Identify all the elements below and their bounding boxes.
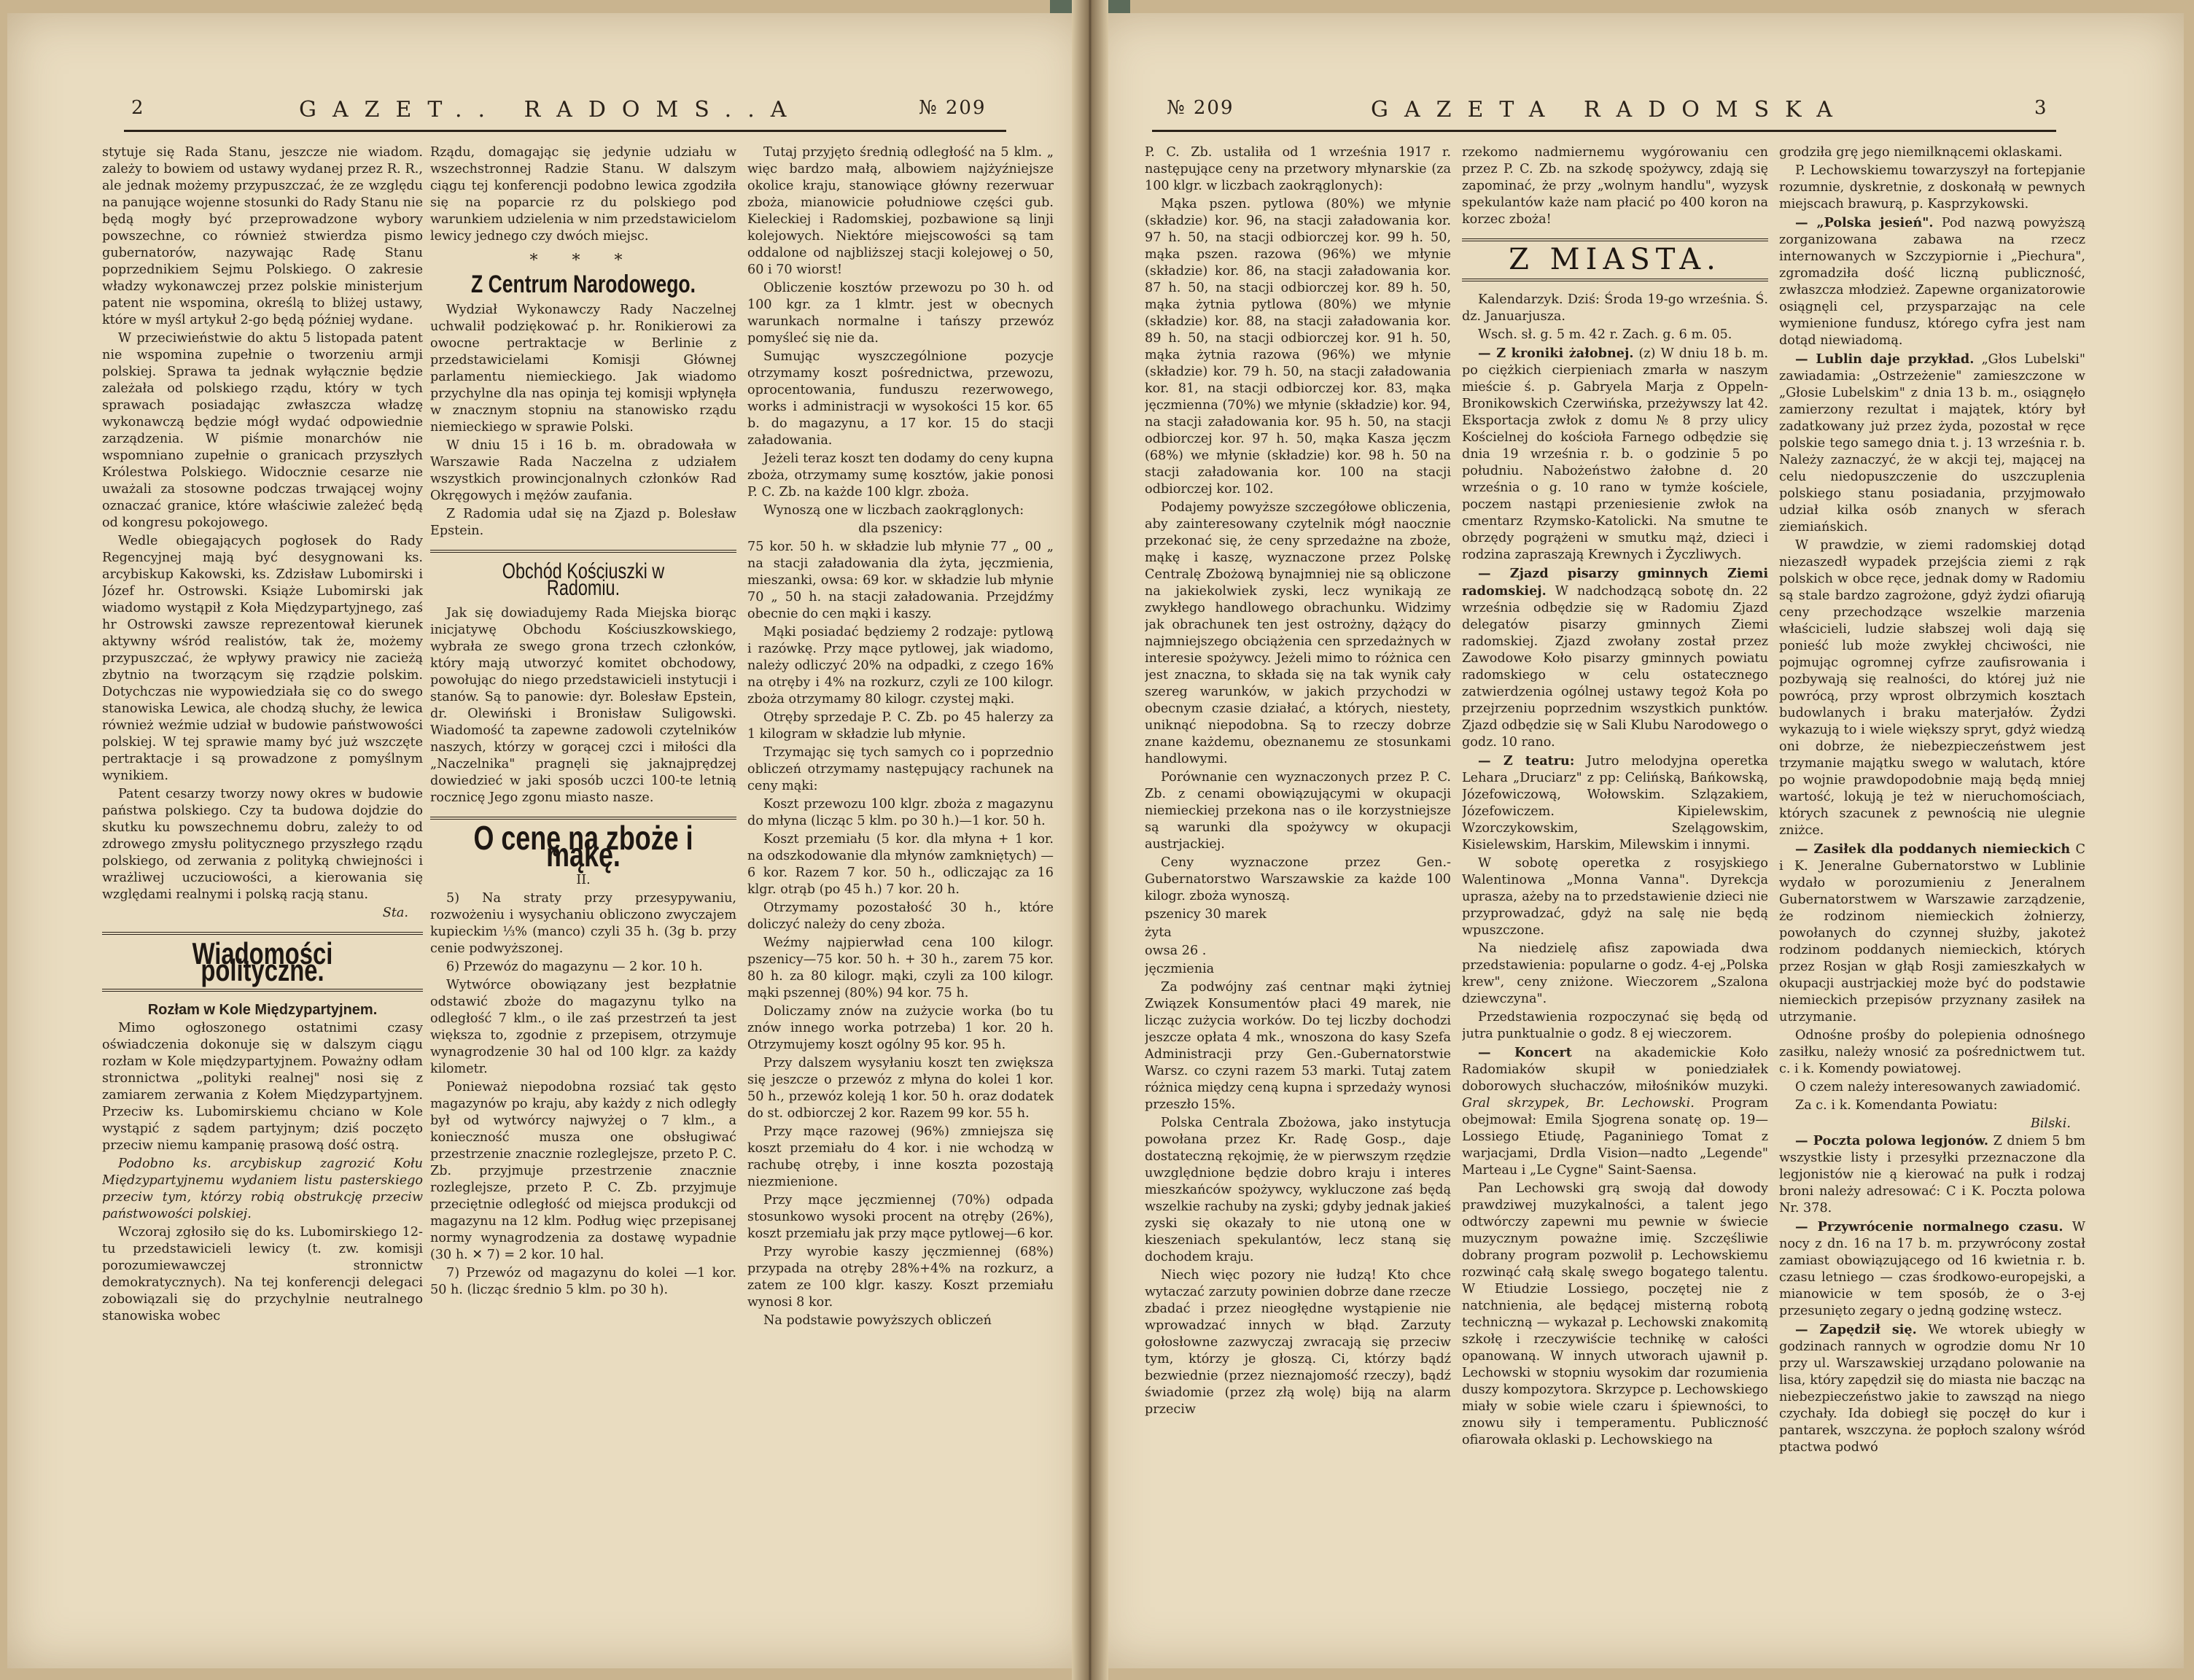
article-title: O cenę na zboże i mąkę. bbox=[473, 819, 693, 874]
paragraph: Pan Lechowski grą swoją dał dowody prawdziwej muzykalności, a talent jego odtwórczy zapewni mu pewnie w świecie muzycznym poważne imię. Szczęśliwie dobrany program pozwolił p. Lechowskiemu rozwinąć całą skalę swego bogatego talentu. W Etiudzie Lossiego, poczętej nie z natchnienia, ale będącej misterną robotą techniczną — wykazał p. Lechowski znakomitą szkołę i rzeczywiście technikę w całości opanowaną. W innych utworach ujawnił p. Lechowski w stopniu wysokim dar rozumienia duszy kompozytora. Skrzypce p. Lechowskiego miały w sobie wiele czaru i śpiewności, to znowu siły i temperamentu. Publiczność ofiarowała oklaski p. Lechowskiego na bbox=[1462, 1181, 1768, 1447]
paragraph: Na podstawie powyższych obliczeń bbox=[763, 1313, 992, 1328]
paragraph: W nadchodzącą sobotę dn. 22 września odbędzie się w Radomiu Zjazd delegatów pisarzy gminnych Ziemi radomskiej. Zjazd zwołany został przez Zawodowe Koło pisarzy gminnych powiatu radomskiego w celu ostatecznego zatwierdzenia ogólnej ustawy tegoż Koła po przejrzeniu poprzednim wszystkich punktów. Zjazd odbędzie się w Sali Klubu Narodowego o godz. 10 rano. bbox=[1462, 584, 1768, 750]
paragraph: Na niedzielę afisz zapowiada dwa przedstawienia: popularne o godz. 4-ej „Polska krew", ceny zniżone. Wieczorem „Szalona dziewczyna". bbox=[1462, 941, 1768, 1006]
paragraph: Trzymając się tych samych co i poprzednio obliczeń otrzymamy następujący rachunek na ceny mąki: bbox=[747, 745, 1054, 793]
header-rule bbox=[1152, 130, 2056, 132]
paragraph: Polska Centrala Zbożowa, jako instytucja powołana przez Kr. Radę Gosp., daje dostateczną rękojmię, że w pierwszym rzędzie uwzględnione będzie dobro kraju i interes mieszkańców spożywcy, wykluczone zaś będą wszelkie rachuby na zyski; gdyby jednak jakieś zyski się okazały to nie utoną one w kieszeniach spekulantów, lecz staną się dochodem kraju. bbox=[1145, 1116, 1451, 1264]
paragraph: Niech więc pozory nie łudzą! Kto chce wytaczać zarzuty powinien dobrze dane rzecze zbadać i przez nieogłędne wystąpienie nie wprowadzać innych w błąd. Zarzuty gołosłowne zazwyczaj zwracają się przeciw tym, którzy je głoszą. Ci, którzy bądź bezwiednie (przez nieznajomość rzeczy), bądź świadomie (przez złą wolę) biją na alarm przeciw bbox=[1145, 1268, 1451, 1417]
divider bbox=[1462, 238, 1768, 241]
divider bbox=[1462, 279, 1768, 281]
paragraph: Mimo ogłoszonego ostatnimi czasy oświadczenia dokonuje się w dalszym ciągu rozłam w Kole międzypartyjnem. Poważny odłam stronnictwa „polityki realnej" nosi się z zamiarem zerwania z Kołem Międzypartyjnem. Przeciw ks. Lubomirskiemu chciano w Kole wystąpić z sądem partyjnym; dziś poczęto przeciw niemu kampanię prasową dość ostrą. bbox=[102, 1021, 423, 1153]
paragraph: Za podwójny zaś centnar mąki żytniej Związek Konsumentów płaci 49 marek, nie licząc zużycia worków. Do tej liczby dochodzi jeszcze opłata 4 mk., wnoszona do kasy Szefa Administracji przy Gen.-Gubernatorstwie Warsz. co czyni razem 53 marki. Tutaj zatem różnica między ceną kupna i sprzedaży wynosi przeszło 15%. bbox=[1145, 980, 1451, 1112]
news-heading: — Poczta polowa legjonów. bbox=[1795, 1133, 1988, 1148]
italic-text: Gral skrzypek, Br. Lechowski. bbox=[1462, 1096, 1695, 1111]
paragraph: C i K. Jeneralne Gubernatorstwo w Lublinie wydało w porozumieniu z Jeneralnem Gubernatorstwem w Warszawie zarządzenie, że rodzinom niemieckich żołnierzy, powołanych do czynnej służby, jakoteż rodzinom poddanych niemieckich, których przez Rosjan w głąb Rosji zamieszkałych w okupacji austrjackiej może być do podstawie niemieckich przepisów przyznany zasiłek na utrzymanie. bbox=[1779, 842, 2085, 1024]
paragraph: Koszt przewozu 100 klgr. zboża z magazynu do młyna (licząc 5 klm. po 30 h.)—1 kor. 50 h. bbox=[747, 797, 1054, 828]
paragraph: Ponieważ niepodobna rozsiać tak gęsto magazynów po kraju, aby każdy z nich odległy był od wytwórcy najwyżej o 7 klm., a konieczność musza one obsługiwać przestrzenie znacznie rozleglejsze, przeto P. C. Zb. przyjmuje przestrzenie znacznie rozleglejsze, przeto P. C. Zb. przyjmuje przeciętnie odległość od miejsca produkcji od magazynu na 12 klm. Podług więc przepisanej normy wynagrodzenia za dostawę wypadnie (30 h. ✕ 7) = 2 kor. 10 hal. bbox=[430, 1080, 736, 1262]
paragraph: Wczoraj zgłosiło się do ks. Lubomirskiego 12-tu przedstawicieli lewicy (t. zw. komisji porozumiewawczej stronnictw demokratycznych). Na tej konferencji delegaci zobowiązali się do przychylnie neutralnego stanowiska wobec bbox=[102, 1225, 423, 1323]
paragraph: Doliczamy znów na zużycie worka (bo tu znów innego worka potrzeba) 1 kor. 20 h. Otrzymujemy koszt ogólny 95 kor. 95 h. bbox=[747, 1004, 1054, 1052]
header-rule bbox=[124, 130, 1006, 132]
news-heading: — Zjazd pisarzy gminnych Ziemi radomskiej. bbox=[1462, 566, 1768, 599]
paragraph: Przy mące razowej (96%) zmniejsza się koszt przemiału do 4 kor. i nie wchodzą w rachubę otręby, i inne koszta pozostają niezmienione. bbox=[747, 1124, 1054, 1189]
signature: Sta. bbox=[382, 906, 408, 920]
paragraph: Jak się dowiadujemy Rada Miejska biorąc inicjatywę Obchodu Kościuszkowskiego, wybrała ze swego grona trzech członków, który mają utworzyć komitet obchodowy, powołując do niego przedstawicieli instytucji i stanów. Są to panowie: dyr. Bolesław Epstein, dr. Olewiński i Bronisław Suligowski. Wiadomość ta zapewne zadowoli czytelników naszych, którzy w gorącej czci i miłości dla „Naczelnika" pragnęli się jaknajprędzej dowiedzieć w jaki sposób uczci 100-te letnią rocznicę Jego zgonu miasto nasze. bbox=[430, 606, 736, 805]
paragraph: Jeżeli teraz koszt ten dodamy do ceny kupna zboża, otrzymamy sumę kosztów, jakie ponosi P. C. Zb. na każde 100 klgr. zboża. bbox=[747, 451, 1054, 499]
paragraph: stytuje się Rada Stanu, jeszcze nie wiadom. zależy to bowiem od ustawy wydanej przez R. R., ale jednak możemy przypuszczać, że ze względu na panujące wojenne stosunki do Rady Stanu nie będą mogły być przeprowadzone wybory powszechne, co również stwierdza pismo gubernatorów, nazywając Radę Stanu poprzednikiem Sejmu Polskiego. O zakresie władzy wykonawczej przez polskie ministerjum patent nie wspomina, określą to bliżej ustawy, które w myśl artykuł 2-go będą później wydane. bbox=[102, 145, 423, 327]
paragraph: Obliczenie kosztów przewozu po 30 h. od 100 kgr. za 1 klmtr. jest w obecnych warunkach normalne i tańszy przewóz pomyśleć się nie da. bbox=[747, 281, 1054, 346]
issue-number: № 209 bbox=[1167, 97, 1234, 119]
paragraph: Za c. i k. Komendanta Powiatu: bbox=[1795, 1098, 1998, 1113]
paragraph: Rządu, domagając się jedynie udziału w wszechstronnej Radzie Stanu. W dalszym ciągu tej konferencji podobno lewica zgodziła się na poparcie rz du polskiego pod warunkiem udzielenia w nim przedstawicielom lewicy jednego czy dwóch miejsc. bbox=[430, 145, 736, 244]
news-heading: — Z kroniki żałobnej. bbox=[1478, 346, 1634, 361]
page-number: 3 bbox=[2034, 97, 2048, 119]
paragraph: Patent cesarzy tworzy nowy okres w budowie państwa polskiego. Czy ta budowa dojdzie do skutku ku powszechnemu dobru, zależy to od zdrowego zmysłu politycznego przyszłego rządu polskiego, od zerwania z polityką chwiejności i wrażliwej uczuciowości, a kierowania się względami realnymi i polską racją stanu. bbox=[102, 787, 423, 902]
right-column-2 bbox=[1462, 144, 1768, 1646]
issue-number: № 209 bbox=[919, 97, 987, 119]
divider bbox=[102, 932, 423, 935]
news-heading: — „Polska jesień". bbox=[1795, 215, 1934, 230]
news-heading: — Zasiłek dla poddanych niemieckich bbox=[1795, 841, 2071, 857]
signature: Bilski. bbox=[2030, 1116, 2071, 1131]
paragraph: Wedle obiegających pogłosek do Rady Regencyjnej mają być desygnowani ks. arcybiskup Kakowski, ks. Zdzisław Lubomirski i Józef hr. Ostrowski. Książe Lubomirski jak wiadomo wystąpił z Koła Międzypartyjnego, zaś hr Ostrowski zawsze reprezentował kierunek aktywny wśród realistów, tak że, możemy przypuszczać, że wpływy prawicy nie zacieżą zbytnio na tworzącym się rządzie polskim. Dotychczas nie wypowiedziała się co do swego stanowiska Lewica, ale chodzą słuchy, że lewica również weźmie udział w budowie państwowości polskiej. W tej sprawie mamy być już wszczęte pertraktacje i są prowadzone z pomyślnym wynikiem. bbox=[102, 534, 423, 783]
left-column-2 bbox=[430, 144, 736, 1646]
masthead: GAZETA RADOMSKA bbox=[1371, 97, 1848, 122]
paragraph: (z) W dniu 18 b. m. po ciężkich cierpieniach zmarła w naszym mieście ś. p. Gabryela Marja z Oppeln-Bronikowskich Czerwińska, przeżywszy lat 42. Eksportacja zwłok z domu № 8 przy ulicy Kościelnej do kościoła Farnego odbędzie się dnia 19 września r. b. o godzinie 5 po południu. Nabożeństwo żałobne d. 20 września o g. 10 rano w tymże kościele, poczem nastąpi przeniesienie zwłok na cmentarz Rzymsko-Katolicki. Na smutne te obrzędy pogrążeni w smutku mąż, dzieci i rodzina zapraszają Krewnych i Życzliwych. bbox=[1462, 346, 1768, 562]
paragraph: Z dniem 5 bm wszystkie listy i przesyłki przeznaczone dla legjonistów nie ą kierować na pułk i rodzaj broni należy adresować: C i K. Poczta polowa Nr. 378. bbox=[1779, 1134, 2085, 1216]
right-column-3 bbox=[1779, 144, 2085, 1646]
paragraph: 6) Przewóz do magazynu — 2 kor. 10 h. bbox=[446, 960, 703, 974]
paragraph: Przy mące jęczmiennej (70%) odpada stosunkowo wysoki procent na otręby (26%), koszt przemiału jak przy mące pytlowej—6 kor. bbox=[747, 1193, 1054, 1241]
paragraph: Wytwórce obowiązany jest bezpłatnie odstawić zboże do magazynu tylko na odległość 7 klm., o ile zaś przestrzeń ta jest większa to, zgodnie z przepisem, otrzymuje wynagrodzenie 30 hal od 100 klgr. za każdy kilometr. bbox=[430, 978, 736, 1076]
section-heading: Z MIASTA. bbox=[1509, 243, 1722, 276]
paragraph: W sobotę operetka z rosyjskiego Walentinowa „Monna Vanna". Dyrekcja uprasza, ażeby na to przedstawienie dzieci nie przyprowadzać, gdyż na salę nie będą wpuszczone. bbox=[1462, 856, 1768, 938]
paragraph: Mąka pszen. pytlowa (80%) we młynie (składzie) kor. 96, na stacji załadowania kor. 97 h. 50, na stacji odbiorczej kor. 99 h. 50, mąka pszen. razowa (96%) we młynie (składzie) kor. 86, na stacji załadowania kor. 87 h. 50, na stacji odbiorczej kor. 89 h. 50, mąka żytnia pytlowa (80%) we młynie (składzie) kor. 88, na stacji załadowania kor. 89 h. 50, na stacji odbiorczej kor. 91 h. 50, mąka żytnia razowa (96%) we młynie (składzie) kor. 79 h. 50, na stacji załadowania kor. 81, na stacji odbiorczej kor. 83, mąka jęczmienna (70%) we młynie (składzie) kor. 94, na stacji załadowania kor. 95 h. 50, na stacji odbiorczej kor. 97 h. 50, mąka Kasza jęczm (68%) we młynie (składzie) kor. 98 h. 50 na stacji załadowania kor. 100 na stacji odbiorczej kor. 102. bbox=[1145, 197, 1451, 497]
news-heading: — Zapędził się. bbox=[1795, 1322, 1917, 1337]
separator-stars: * * * bbox=[529, 252, 637, 270]
paragraph: 5) Na straty przy przesypywaniu, rozwożeniu i wysychaniu obliczono zwyczajem kupieckim ⅓% (manco) czyli 35 h. (3g b. przy cenie podwyższonej. bbox=[430, 891, 736, 956]
paragraph: Mąki posiadać będziemy 2 rodzaje: pytlową i razówkę. Przy mące pytlowej, jak wiadomo, należy odliczyć 20% na odpadki, z czego 16% na otręby i 4% na rozkurz, czyli ze 100 kilogr. zboża otrzymamy 80 kilogr. czystej mąki. bbox=[747, 625, 1054, 707]
news-heading: — Lublin daje przykład. bbox=[1795, 351, 1975, 367]
paragraph: W dniu 15 i 16 b. m. obradowała w Warszawie Rada Naczelna z udziałem wszystkich prowincjonalnych członków Rad Okręgowych i mężów zaufania. bbox=[430, 438, 736, 503]
paragraph: Wydział Wykonawczy Rady Naczelnej uchwalił podziękować p. hr. Ronikierowi za owocne pertraktacje w Berlinie z przedstawicielami Komisji Głównej parlamentu niemieckiego. Jak wiadomo przychylne dla nas opinja tej komisji wpłynęła w znacznym stopniu na stanowisko rządu niemieckiego w sprawie Polski. bbox=[430, 303, 736, 435]
paragraph-italic: Podobno ks. arcybiskup zagrozić Kołu Międzypartyjnemu wydaniem listu pasterskiego przeciw tym, którzy robią obstrukcję przeciw państwowości polskiej. bbox=[102, 1156, 423, 1221]
divider bbox=[102, 989, 423, 992]
paragraph: Z Radomia udał się na Zjazd p. Bolesław Epstein. bbox=[430, 507, 736, 538]
paragraph: Program obejmował: Emila Sjogrena sonatę op. 19—Lossiego Etiudę, Paganiniego Tomat z warjacjami, Drdla Vision—nadto „Legende" Marteau i „Le Cygne" Saint-Saensa. bbox=[1462, 1096, 1768, 1178]
paragraph: Porównanie cen wyznaczonych przez P. C. Zb. z cenami obowiązującymi w okupacji niemieckiej przekona nas o ile korzystniejsze są warunki dla spożywcy w okupacji austrjackiej. bbox=[1145, 770, 1451, 852]
paragraph: Koszt przemiału (5 kor. dla młyna + 1 kor. na odszkodowanie dla młynów zamkniętych) — 6 kor. Razem 7 kor. 50 h., odliczając za 16 klgr. otrąb (po 45 h.) 7 kor. 20 h. bbox=[747, 832, 1054, 897]
section-heading: Wiadomości polityczne. bbox=[192, 936, 333, 987]
left-column-1 bbox=[102, 144, 423, 1646]
left-column-3 bbox=[747, 144, 1054, 1646]
right-column-1 bbox=[1145, 144, 1451, 1646]
news-heading: — Z teatru: bbox=[1478, 753, 1575, 769]
paragraph: Otręby sprzedaje P. C. Zb. po 45 halerzy za 1 kilogram w składzie lub młynie. bbox=[747, 710, 1054, 742]
paragraph: Wynoszą one w liczbach zaokrąglonych: bbox=[763, 503, 1024, 518]
paragraph: Odnośne prośby do polepienia odnośnego zasiłku, należy wnosić za pośrednictwem tut. c. i k. Komendy powiatowej. bbox=[1779, 1028, 2085, 1076]
masthead: GAZET.. RADOMS..A bbox=[299, 97, 803, 122]
paragraph: Podajemy powyższe szczegółowe obliczenia, aby zainteresowany czytelnik mógł naocznie przekonać się, że ceny sprzedażne na zboże, mąkę i kaszę, wyznaczone przez Polskę Centralę Zbożową bynajmniej nie są obliczone na jakiekolwiek zyski, lecz wynikają ze zwykłego handlowego obrachunku. Widzimy jak obrachunek ten jest ostrożny, dążący do najmniejszego obciążenia cen sprzedażnych w interesie spożywcy. Jeżeli mimo to różnica cen jest znaczna, to składa się na tak wynik cały szereg warunków, w jakich przychodzi w obecnym czasie działać, a których, niestety, uniknąć niepodobna. Są to rzeczy dobrze znane każdemu, obeznanemu ze stosunkami handlowymi. bbox=[1145, 500, 1451, 766]
roman-numeral: II. bbox=[576, 873, 591, 887]
article-title: Rozłam w Kole Międzypartyjnem. bbox=[147, 1002, 378, 1018]
paragraph: O czem należy interesowanych zawiadomić. bbox=[1795, 1080, 2081, 1094]
calendar-line: Kalendarzyk. Dziś: Środa 19-go września. Ś. dz. Januarjusza. bbox=[1462, 292, 1768, 324]
right-page bbox=[1094, 13, 2184, 1668]
paragraph: W nocy z dn. 16 na 17 b. m. przywrócony został zamiast obowiązującego od 16 kwietnia r. b. czasu letniego — czas środkowo-europejski, a mianowicie w tem sposób, że o 3-ej przesunięto zegary o jedną godzinę wstecz. bbox=[1779, 1220, 2085, 1318]
price-line: żyta bbox=[1145, 925, 1172, 940]
left-page-header bbox=[7, 97, 1086, 126]
paragraph: 7) Przewóz od magazynu do kolei —1 kor. 50 h. (licząc średnio 5 klm. po 30 h). bbox=[430, 1266, 736, 1297]
page-number: 2 bbox=[131, 97, 145, 119]
paragraph: Pod nazwą powyższą zorganizowana zabawa na rzecz internowanych w Szczypiornie i „Piechura", zgromadziła dość liczną publiczność, zwłaszcza młodzież. Zapewne organizatorowie osiągnęli cel, przysparzając na cele wymienione fundusz, którego cyfra jest nam dotąd niewiadomą. bbox=[1779, 216, 2085, 348]
news-heading: — Przywrócenie normalnego czasu. bbox=[1795, 1219, 2063, 1234]
paragraph: Sumując wyszczególnione pozycje otrzymamy koszt pośrednictwa, przewozu, oprocentowania, funduszu rezerwowego, works i administracji w wysokości 15 kor. 65 b. do magazynu, a 17 kor. 15 do stacji załadowania. bbox=[747, 349, 1054, 448]
price-line: jęczmienia bbox=[1145, 962, 1215, 976]
calendar-line: Wsch. sł. g. 5 m. 42 r. Zach. g. 6 m. 05. bbox=[1478, 327, 1732, 342]
right-page-header bbox=[1094, 97, 2184, 126]
paragraph: P. C. Zb. ustaliła od 1 września 1917 r. następujące ceny na przetwory młynarskie (za 100 klgr. w liczbach zaokrąglonych): bbox=[1145, 145, 1451, 193]
price-line: owsa 26 . bbox=[1145, 944, 1207, 958]
paragraph: grodziła grę jego niemilknącemi oklaskami. bbox=[1779, 145, 2063, 160]
paragraph: Ceny wyznaczone przez Gen.-Gubernatorstwo Warszawskie za każde 100 kilogr. zboża wynoszą. bbox=[1145, 855, 1451, 903]
paragraph: Przy dalszem wysyłaniu koszt ten zwiększa się jeszcze o przewóz z młyna do kolei 1 kor. 50 h., przewóz koleją 1 kor. 50 h. oraz dodatek do st. odbiorczej 2 kor. Razem 99 kor. 55 h. bbox=[747, 1056, 1054, 1121]
news-heading: — Koncert bbox=[1478, 1045, 1572, 1060]
paragraph: We wtorek ubiegły w godzinach rannych w ogrodzie domu Nr 10 przy ul. Warszawskiej urządano polowanie na lisa, który zapędził się do miasta nie bacząc na niebezpieczeństwo jakie to zawsząd na niego czychały. Ida dobiegł się poczęł do kur i pantarek, wszczyna. że popłoch szalony wśród ptactwa podwó bbox=[1779, 1323, 2085, 1455]
divider bbox=[430, 550, 736, 553]
price-line: pszenicy 30 marek bbox=[1145, 907, 1267, 922]
paragraph: Weźmy najpierwład cena 100 kilogr. pszenicy—75 kor. 50 h. + 30 h., zarem 75 kor. 80 h. za 80 kilogr. mąki, czyli za 100 kilogr. mąki pszennej (80%) 94 kor. 75 h. bbox=[747, 936, 1054, 1000]
paragraph: Tutaj przyjęto średnią odległość na 5 klm. „ więc bardzo małą, albowiem najżyźniejsze okolice kraju, stanowiące główny rezerwuar zboża, mianowicie południowe części gub. Kieleckiej i Radomskiej, pozbawione są linji kolejowych. Niektóre miejscowości są tam oddalone od najbliższej stacji kolejowej o 50, 60 i 70 wiorst! bbox=[747, 145, 1054, 277]
paragraph: Przedstawienia rozpoczynać się będą od jutra punktualnie o godz. 8 ej wieczorem. bbox=[1462, 1010, 1768, 1041]
article-title: Obchód Kościuszki w Radomiu. bbox=[502, 559, 665, 600]
paragraph: „Głos Lubelski" zawiadamia: „Ostrzeżenie" zamieszczone w „Głosie Lubelskim" z dnia 13 b. m., osiągnęło zamierzony rezultat i majątek, który był zadatkowany już przez żyda, pozostał w ręce polskie tego samego dnia t. j. 13 września r. b. Należy zaznaczyć, że w akcji tej, mającej na celu niedopuszczenie do uszczuplenia polskiego stanu posiadania, przyjmowało udział kilka osób znanych w sferach ziemiańskich. bbox=[1779, 352, 2085, 534]
paragraph: Otrzymamy pozostałość 30 h., które doliczyć należy do ceny zboża. bbox=[747, 901, 1054, 932]
book-gutter bbox=[1072, 0, 1108, 1680]
paragraph: W prawdzie, w ziemi radomskiej dotąd niezaszedł wypadek przejścia ziemi z rąk polskich w obce ręce, jednak domy w Radomiu są stale bardzo zagrożone, gdyż żydzi ofiarują ceny przechodzące wszelkie marzenia właścicieli, ludzie słabszej woli dają się ponieść lub może zwykłej chciwości, nie pojmując ogromnej cyfrze zaufisrowania i pozbywają się realności, do której już nie powrócą, przy wprost olbrzymich kosztach budowlanych i braku materjałów. Żydzi wykazują to i wiele większy spryt, gdyż wiedzą oni dobrze, że niebezpieczeństwem jest trzymanie majątku swego w walutach, które po wojnie prawdopodobnie mają będą mniej wartość, lokują je też w nieruchomościach, których szacunek z pewnością nie ulegnie zniżce. bbox=[1779, 538, 2085, 838]
paragraph: Przy wyrobie kaszy jęczmiennej (68%) przypada na otręby 28%+4% na rozkurz, a zatem ze 100 klgr. kaszy. Koszt przemiału wynosi 8 kor. bbox=[747, 1245, 1054, 1310]
article-title: Z Centrum Narodowego. bbox=[471, 271, 696, 298]
paragraph: na akademickie Koło Radomiaków skupił w poniedziałek doborowych słuchaczów, miłośników muzyki. bbox=[1462, 1046, 1768, 1094]
paragraph: rzekomo nadmiernemu wygórowaniu cen przez P. C. Zb. na szkodę spożywcy, zdają się zapominać, że przy „wolnym handlu", wyzysk spekulantów każe nam płacić po 400 koron na korzec zboża! bbox=[1462, 145, 1768, 227]
paragraph: Jutro melodyjna operetka Lehara „Druciarz" z pp: Celińską, Bańkowską, Józefowiczową, Wołowskim. Szlązakiem, Józefowiczem. Kipielewskim, Wzorczykowskim, Szelągowskim, Kisielewskim, Harskim, Milewskim i innymi. bbox=[1462, 754, 1768, 852]
left-page bbox=[7, 13, 1086, 1668]
paragraph: P. Lechowskiemu towarzyszył na fortepjanie rozumnie, dyskretnie, z doskonałą w pewnych miejscach brawurą, p. Kasprzykowski. bbox=[1779, 163, 2085, 211]
paragraph: dla pszenicy: bbox=[858, 521, 943, 536]
paragraph: W przeciwieństwie do aktu 5 listopada patent nie wspomina zupełnie o tworzeniu armji polskiej. Sprawa ta jednak wyłącznie będzie zależała od polskiego rządu, który w tych sprawach posiadając zwłaszcza władzę wykonawczą będzie mógł wydać odpowiednie zarządzenia. W piśmie monarchów nie wspomniano zupełnie o granicach przyszłych Królestwa Polskiego. Widocznie cesarze nie uważali za stosowne podczas trwającej wojny oznaczać granice, które właściwie zależeć będą od kongresu pokojowego. bbox=[102, 331, 423, 530]
paragraph: 75 kor. 50 h. w składzie lub młynie 77 „ 00 „ na stacji załadowania dla żyta, jęczmienia, mieszanki, owsa: 69 kor. w składzie lub młynie 70 „ 50 h. na stacji załadowania. Przejdźmy obecnie do cen mąki i kaszy. bbox=[747, 540, 1054, 621]
